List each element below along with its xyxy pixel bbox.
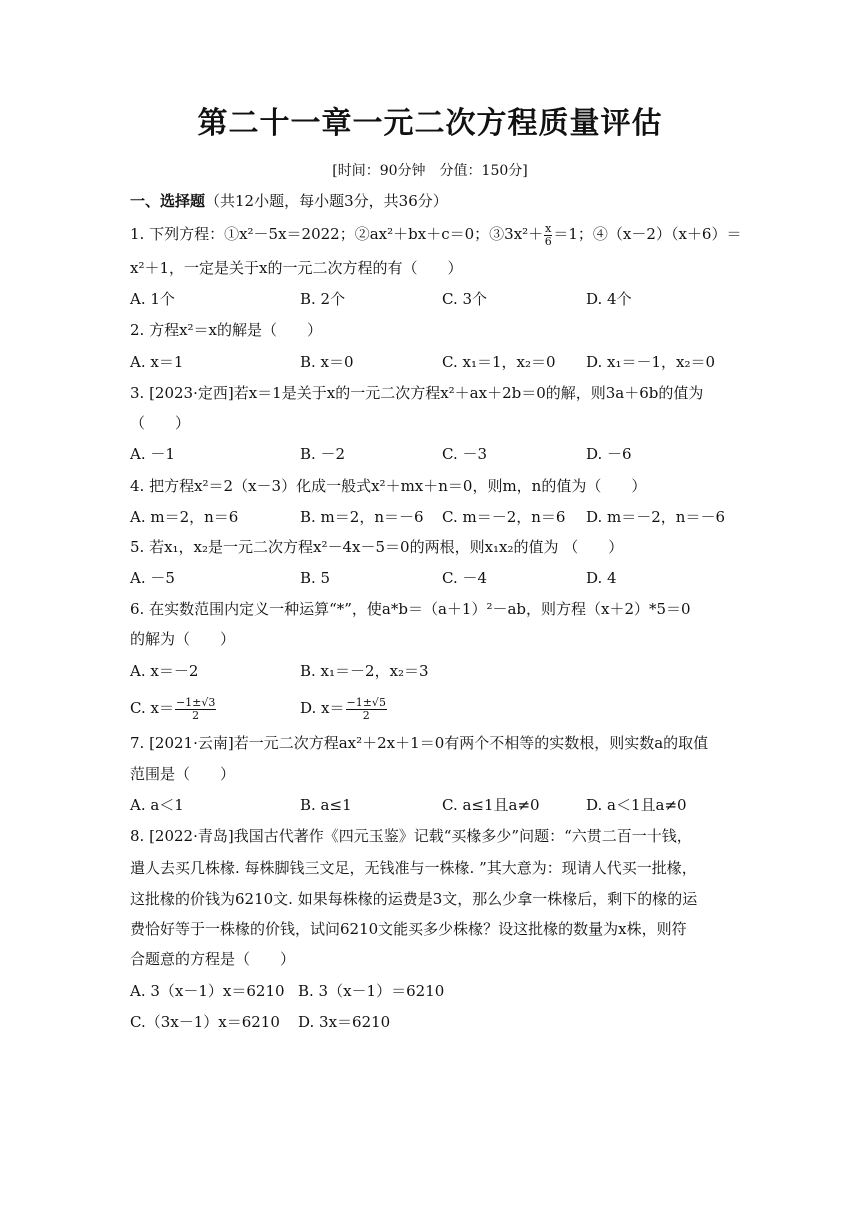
option-d: D. 3x＝6210 (298, 1013, 391, 1031)
option-a: A. 3（x－1）x＝6210 (130, 982, 285, 1000)
question-1-line-2: x²＋1，一定是关于x的一元二次方程的有（ ） (130, 259, 463, 277)
option-c: C. －3 (442, 445, 488, 463)
option-b: B. x₁＝－2，x₂＝3 (300, 662, 429, 680)
option-a: A. m＝2，n＝6 (130, 508, 239, 526)
question-1-line-1 (130, 221, 742, 248)
section-note: （共12小题，每小题3分，共36分） (205, 192, 448, 210)
option-d: D. 4 (586, 569, 617, 587)
option-b: B. 2个 (300, 290, 346, 308)
question-8-line-5: 合题意的方程是（ ） (130, 950, 296, 968)
fraction-x-over-6: $\frac{x}{6}$ (544, 221, 552, 248)
option-c: C. x₁＝1，x₂＝0 (442, 353, 556, 371)
fraction-root5: $\frac{-1\pm√5}{2}$ (346, 695, 386, 722)
fraction-root3: $\frac{-1\pm√3}{2}$ (175, 695, 216, 722)
option-c: C. 3个 (442, 290, 488, 308)
option-d: D. x＝ $\frac{-1\pm√5}{2}$ (300, 695, 386, 722)
option-a: A. －5 (130, 569, 175, 587)
option-a: A. a＜1 (130, 796, 184, 814)
option-b: B. 5 (300, 569, 331, 587)
option-b: B. －2 (300, 445, 346, 463)
question-6-line-2: 的解为（ ） (130, 630, 236, 648)
option-a: A. x＝－2 (130, 662, 199, 680)
question-3-line-1: 3. [2023·定西]若x＝1是关于x的一元二次方程x²＋ax＋2b＝0的解，则3a＋6b的值为 (130, 384, 704, 402)
option-c: C. －4 (442, 569, 488, 587)
question-7-line-1: 7. [2021·云南]若一元二次方程ax²＋2x＋1＝0有两个不相等的实数根，则实数a的取值 (130, 734, 709, 752)
option-d: D. x₁＝－1，x₂＝0 (586, 353, 716, 371)
question-5-text: 5. 若x₁，x₂是一元二次方程x²－4x－5＝0的两根，则x₁x₂的值为 （ ） (130, 538, 624, 556)
option-b: B. 3（x－1）＝6210 (298, 982, 445, 1000)
option-a: A. －1 (130, 445, 175, 463)
question-1-text-cont: ＝1；④（x－2）（x＋6）＝ (553, 225, 742, 243)
question-8-line-1: 8. [2022·青岛]我国古代著作《四元玉鉴》记载“买椽多少”问题：“六贯二百一十钱， (130, 827, 692, 845)
option-c: C.（3x－1）x＝6210 (130, 1013, 280, 1031)
question-2-text: 2. 方程x²＝x的解是（ ） (130, 321, 323, 339)
question-4-text: 4. 把方程x²＝2（x－3）化成一般式x²＋mx＋n＝0，则m，n的值为（ ） (130, 477, 647, 495)
option-d: D. －6 (586, 445, 632, 463)
option-a: A. x＝1 (130, 353, 184, 371)
option-c: C. a≤1且a≠0 (442, 796, 540, 814)
question-8-line-4: 费恰好等于一株椽的价钱，试问6210文能买多少株椽？设这批椽的数量为x株，则符 (130, 920, 687, 938)
exam-info: [时间：90分钟 分值：150分] (332, 163, 528, 179)
section-label: 一、选择题 (130, 192, 206, 210)
option-c: C. m＝－2，n＝6 (442, 508, 566, 526)
page-title: 第二十一章一元二次方程质量评估 (197, 106, 663, 141)
option-a: A. 1个 (130, 290, 175, 308)
option-d: D. 4个 (586, 290, 632, 308)
option-b: B. x＝0 (300, 353, 354, 371)
option-d: D. a＜1且a≠0 (586, 796, 687, 814)
option-b: B. a≤1 (300, 796, 352, 814)
option-b: B. m＝2，n＝－6 (300, 508, 424, 526)
question-6-line-1: 6. 在实数范围内定义一种运算“*”，使a*b＝（a＋1）²－ab，则方程（x＋2）*5＝0 (130, 600, 691, 618)
question-1-text: 1. 下列方程：①x²－5x＝2022；②ax²＋bx＋c＝0；③3x²＋ (130, 225, 544, 243)
question-3-line-2: （ ） (130, 414, 191, 432)
question-8-line-2: 遣人去买几株椽. 每株脚钱三文足，无钱准与一株椽. ”其大意为：现请人代买一批椽， (130, 859, 697, 877)
question-8-line-3: 这批椽的价钱为6210文. 如果每株椽的运费是3文，那么少拿一株椽后，剩下的椽的运 (130, 890, 698, 908)
section-heading (130, 189, 735, 213)
question-7-line-2: 范围是（ ） (130, 765, 236, 783)
option-c: C. x＝ $\frac{-1\pm√3}{2}$ (130, 695, 216, 722)
option-d: D. m＝－2，n＝－6 (586, 508, 725, 526)
